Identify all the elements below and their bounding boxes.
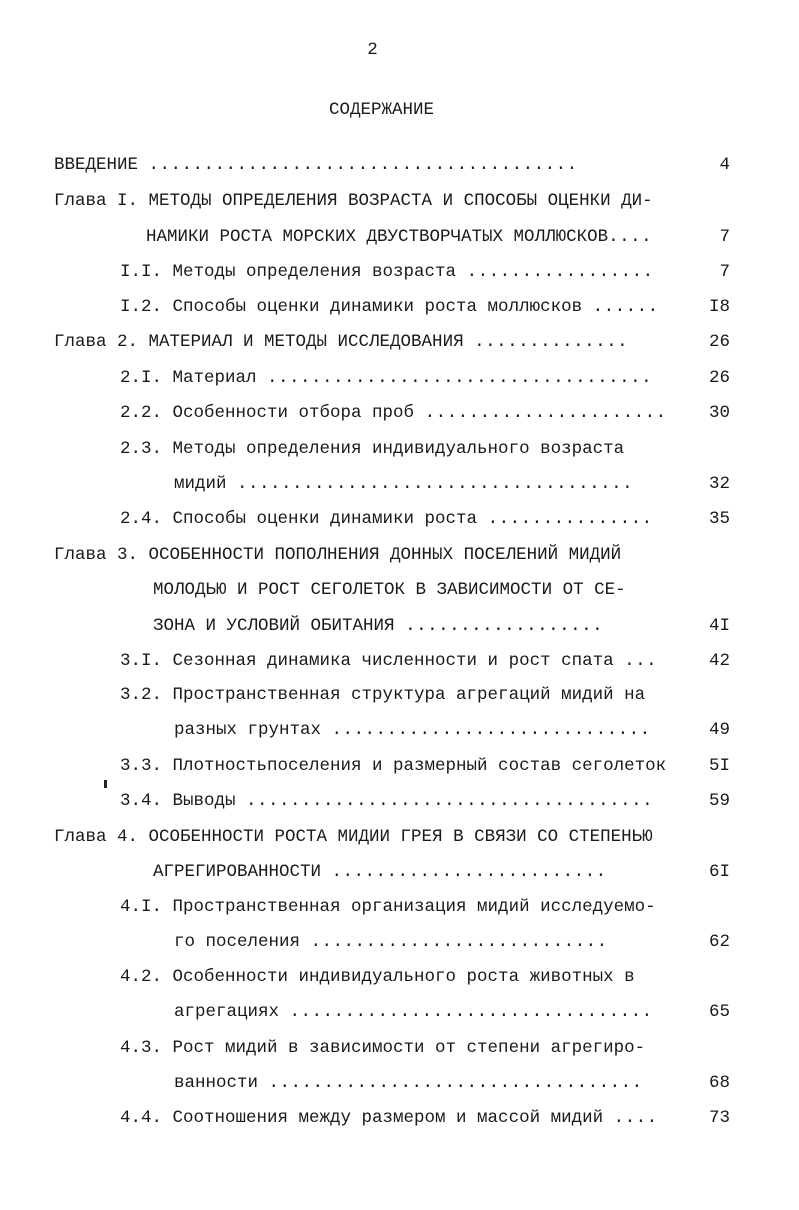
page-number: 2 [367, 40, 378, 60]
toc-entry: I.I. Методы определения возраста ................. [120, 262, 654, 282]
toc-title: СОДЕРЖАНИЕ [328, 100, 435, 120]
toc-page-number: 30 [708, 403, 730, 423]
toc-entry: НАМИКИ РОСТА МОРСКИХ ДВУСТВОРЧАТЫХ МОЛЛЮСКОВ.... [146, 227, 653, 247]
toc-entry: 2.4. Способы оценки динамики роста ............... [120, 509, 653, 529]
toc-entry: 3.2. Пространственная структура агрегаций мидий на [120, 685, 646, 705]
toc-page-number: 4I [708, 616, 730, 636]
toc-page-number: 26 [708, 332, 730, 352]
toc-entry: Глава 3. ОСОБЕННОСТИ ПОПОЛНЕНИЯ ДОННЫХ ПОСЕЛЕНИЙ МИДИЙ [54, 545, 622, 565]
toc-entry: Глава I. МЕТОДЫ ОПРЕДЕЛЕНИЯ ВОЗРАСТА И СПОСОБЫ ОЦЕНКИ ДИ- [54, 191, 653, 211]
toc-entry: Глава 2. МАТЕРИАЛ И МЕТОДЫ ИССЛЕДОВАНИЯ .............. [54, 332, 629, 352]
toc-entry: 4.I. Пространственная организация мидий исследуемо- [120, 897, 656, 917]
toc-page-number: I8 [708, 297, 730, 317]
toc-entry: ванности .................................. [174, 1073, 643, 1093]
toc-entry: 2.I. Материал ................................... [120, 368, 653, 388]
toc-page-number: 4 [719, 155, 730, 175]
toc-page-number: 5I [708, 756, 730, 776]
toc-page-number: 73 [708, 1108, 730, 1128]
toc-entry: ВВЕДЕНИЕ ....................................... [54, 155, 578, 175]
toc-entry: мидий .................................... [174, 474, 634, 494]
toc-entry: 2.2. Особенности отбора проб ...................... [120, 403, 667, 423]
toc-page-number: 32 [708, 474, 730, 494]
toc-page-number: 59 [708, 791, 730, 811]
toc-entry: разных грунтах ............................. [174, 720, 651, 740]
toc-entry: Глава 4. ОСОБЕННОСТИ РОСТА МИДИИ ГРЕЯ В СВЯЗИ СО СТЕПЕНЬЮ [54, 827, 653, 847]
toc-entry: го поселения ........................... [174, 932, 608, 952]
toc-entry: 3.I. Сезонная динамика численности и рост спата ... [120, 651, 658, 671]
toc-entry: агрегациях ................................. [174, 1002, 653, 1022]
toc-page-number: 26 [708, 368, 730, 388]
toc-entry: АГРЕГИРОВАННОСТИ ......................... [153, 862, 607, 882]
toc-page-number: 35 [708, 509, 730, 529]
toc-entry: 4.3. Рост мидий в зависимости от степени агрегиро- [120, 1038, 646, 1058]
toc-entry: 2.3. Методы определения индивидуального возраста [120, 439, 625, 459]
toc-entry: 3.4. Выводы ..................................... [120, 791, 654, 811]
toc-page-number: 68 [708, 1073, 730, 1093]
toc-page-number: 7 [719, 227, 730, 247]
toc-page-number: 42 [708, 651, 730, 671]
toc-page-number: 6I [708, 862, 730, 882]
toc-page-number: 65 [708, 1002, 730, 1022]
toc-entry: I.2. Способы оценки динамики роста моллюсков ...... [120, 297, 659, 317]
toc-entry: 3.3. Плотностьпоселения и размерный состав сеголеток [120, 756, 667, 776]
toc-entry: 4.2. Особенности индивидуального роста животных в [120, 967, 635, 987]
toc-page-number: 7 [719, 262, 730, 282]
toc-entry: МОЛОДЬЮ И РОСТ СЕГОЛЕТОК В ЗАВИСИМОСТИ ОТ СЕ- [153, 580, 626, 600]
toc-entry: ЗОНА И УСЛОВИЙ ОБИТАНИЯ .................. [153, 616, 604, 636]
toc-page-number: 49 [708, 720, 730, 740]
toc-entry: 4.4. Соотношения между размером и массой мидий .... [120, 1108, 658, 1128]
ink-mark [104, 780, 107, 788]
toc-page-number: 62 [708, 932, 730, 952]
